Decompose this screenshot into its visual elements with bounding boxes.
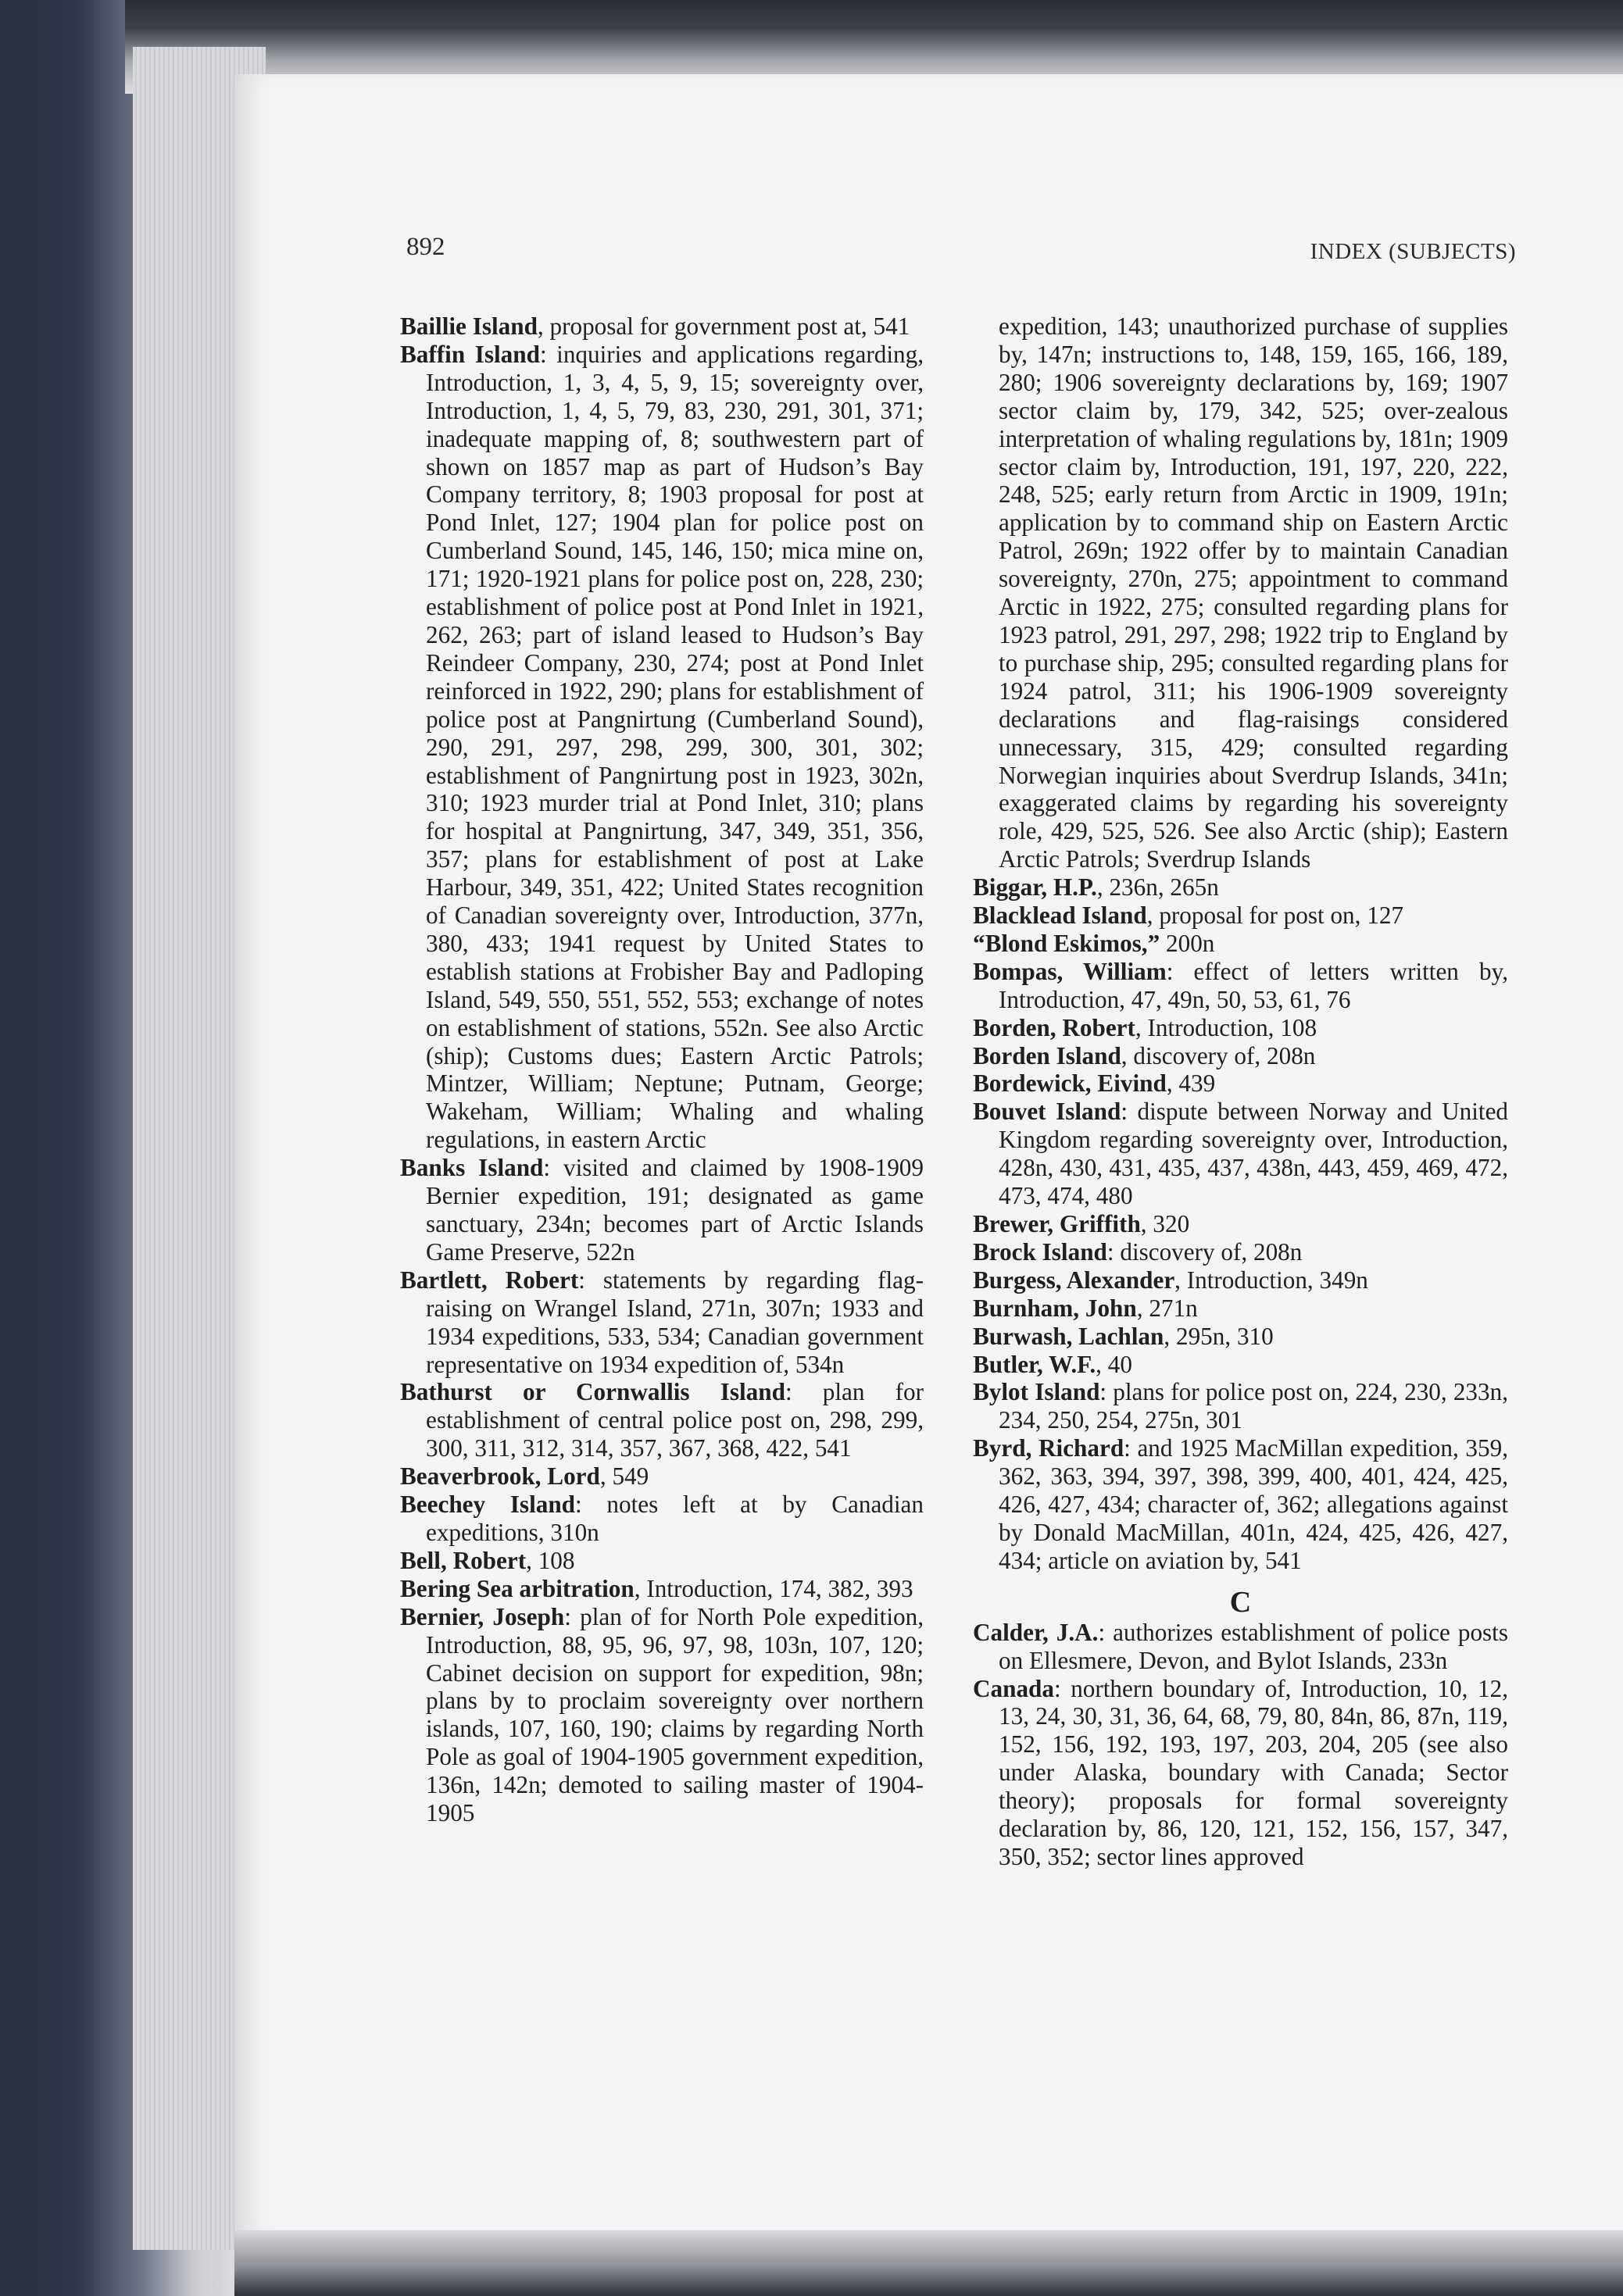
index-entry: Burwash, Lachlan, 295n, 310 bbox=[973, 1322, 1274, 1350]
index-entry: Burgess, Alexander, Introduction, 349n bbox=[973, 1266, 1368, 1294]
index-entry: Beechey Island: notes left at by Canadian expeditions, 310n bbox=[400, 1491, 924, 1546]
index-entry: Bordewick, Eivind, 439 bbox=[973, 1069, 1216, 1098]
index-entry: Blacklead Island, proposal for post on, 127 bbox=[973, 902, 1404, 930]
index-entry: Calder, J.A.: authorizes establishment of police posts on Ellesmere, Devon, and Bylot Islands, 233n bbox=[973, 1618, 1508, 1674]
index-entry: Brewer, Griffith, 320 bbox=[973, 1210, 1190, 1237]
index-entry: Borden Island, discovery of, 208n bbox=[973, 1041, 1316, 1069]
index-entry: Baillie Island, proposal for government post at, 541 bbox=[400, 312, 910, 340]
index-entry: Butler, W.F., 40 bbox=[973, 1350, 1132, 1378]
index-entry: Bering Sea arbitration, Introduction, 174, 382, 393 bbox=[400, 1574, 913, 1602]
index-entry: “Blond Eskimos,” 200n bbox=[973, 929, 1215, 957]
index-entry: Brock Island: discovery of, 208n bbox=[973, 1237, 1303, 1266]
index-column-left bbox=[400, 312, 924, 1827]
index-entry: Byrd, Richard: and 1925 MacMillan expedition, 359, 362, 363, 394, 397, 398, 399, 400, 401, 424, 425, 426, 427, 434; character of, 362; allegations against by Donald MacMillan, 401n, 424, 425, 426, 427, 434; article on aviation by, 541 bbox=[973, 1434, 1508, 1574]
index-entry: Borden, Robert, Introduction, 108 bbox=[973, 1013, 1317, 1041]
index-entry: Bartlett, Robert: statements by regarding flag-raising on Wrangel Island, 271n, 307n; 1933 and 1934 expeditions, 533, 534; Canadian government representative on 1934 expedition of, 534n bbox=[400, 1266, 924, 1378]
index-entry: Bathurst or Cornwallis Island: plan for establishment of central police post on, 298, 299, 300, 311, 312, 314, 357, 367, 368, 422, 541 bbox=[400, 1378, 924, 1462]
index-entry: Baffin Island: inquiries and applications regarding, Introduction, 1, 3, 4, 5, 9, 15; sovereignty over, Introduction, 1, 4, 5, 79, 83, 230, 291, 301, 371; inadequate mapping of, 8; southwestern part of shown on 1857 map as part of Hudson’s Bay Company territory, 8; 1903 proposal for post at Pond Inlet, 127; 1904 plan for police post on Cumberland Sound, 145, 146, 150; mica mine on, 171; 1920-1921 plans for police post on, 228, 230; establishment of police post at Pond Inlet in 1921, 262, 263; part of island leased to Hudson’s Bay Reindeer Company, 230, 274; post at Pond Inlet reinforced in 1922, 290; plans for establishment of police post at Pangnirtung (Cumberland Sound), 290, 291, 297, 298, 299, 300, 301, 302; establishment of Pangnirtung post in 1923, 302n, 310; 1923 murder trial at Pond Inlet, 310; plans for hospital at Pangnirtung, 347, 349, 351, 356, 357; plans for establishment of post at Lake Harbour, 349, 351, 422; United States recognition of Canadian sovereignty over, Introduction, 377n, 380, 433; 1941 request by United States to establish stations at Frobisher Bay and Padloping Island, 549, 550, 551, 552, 553; exchange of notes on establishment of stations, 552n. See also Arctic (ship); Customs dues; Eastern Arctic Patrols; Mintzer, William; Neptune; Putnam, George; Wakeham, William; Whaling and whaling regulations, in eastern Arctic bbox=[400, 340, 924, 1154]
index-entry-continuation: expedition, 143; unauthorized purchase of supplies by, 147n; instructions to, 148, 159, 165, 166, 189, 280; 1906 sovereignty declarations by, 169; 1907 sector claim by, 179, 342, 525; over-zealous interpretation of whaling regulations by, 181n; 1909 sector claim by, Introduction, 191, 197, 220, 222, 248, 525; early return from Arctic in 1909, 191n; application by to command ship on Eastern Arctic Patrol, 269n; 1922 offer by to maintain Canadian sovereignty, 270n, 275; appointment to command Arctic in 1922, 275; consulted regarding plans for 1923 patrol, 291, 297, 298; 1922 trip to England by to purchase ship, 295; consulted regarding plans for 1924 patrol, 311; his 1906-1909 sovereignty declarations and flag-raisings considered unnecessary, 315, 429; consulted regarding Norwegian inquiries about Sverdrup Islands, 341n; exaggerated claims by regarding his sovereignty role, 429, 525, 526. See also Arctic (ship); Eastern Arctic Patrols; Sverdrup Islands bbox=[999, 312, 1508, 873]
index-entry: Banks Island: visited and claimed by 1908-1909 Bernier expedition, 191; designated as game sanctuary, 234n; becomes part of Arctic Islands Game Preserve, 522n bbox=[400, 1154, 924, 1266]
running-head: INDEX (SUBJECTS) bbox=[1310, 239, 1516, 264]
index-entry: Burnham, John, 271n bbox=[973, 1294, 1198, 1322]
index-entry: Beaverbrook, Lord, 549 bbox=[400, 1462, 649, 1491]
section-letter-heading: C bbox=[1229, 1585, 1252, 1619]
index-entry: Bernier, Joseph: plan of for North Pole expedition, Introduction, 88, 95, 96, 97, 98, 103n, 107, 120; Cabinet decision on support for expedition, 98n; plans by to proclaim sovereignty over northern islands, 107, 160, 190; claims by regarding North Pole as goal of 1904-1905 government expedition, 136n, 142n; demoted to sailing master of 1904-1905 bbox=[400, 1602, 924, 1827]
index-entry: Bylot Island: plans for police post on, 224, 230, 233n, 234, 250, 254, 275n, 301 bbox=[973, 1378, 1508, 1434]
book-bottom-edge bbox=[234, 2230, 1623, 2296]
index-entry: Bompas, William: effect of letters written by, Introduction, 47, 49n, 50, 53, 61, 76 bbox=[973, 957, 1509, 1013]
index-entry: Biggar, H.P., 236n, 265n bbox=[973, 873, 1219, 902]
page-number: 892 bbox=[406, 233, 445, 261]
index-entry: Bouvet Island: dispute between Norway and United Kingdom regarding sovereignty over, Introduction, 428n, 430, 431, 435, 437, 438n, 443, 459, 469, 472, 473, 474, 480 bbox=[973, 1098, 1509, 1210]
index-column-right bbox=[973, 312, 1508, 1871]
page-header bbox=[406, 233, 1516, 272]
index-entry: Canada: northern boundary of, Introduction, 10, 12, 13, 24, 30, 31, 36, 64, 68, 79, 80, 84n, 86, 87n, 119, 152, 156, 192, 193, 197, 203, 204, 205 (see also under Alaska, boundary with Canada; Sector theory); proposals for formal sovereignty declaration by, 86, 120, 121, 152, 156, 157, 347, 350, 352; sector lines approved bbox=[973, 1674, 1508, 1870]
index-entry: Bell, Robert, 108 bbox=[400, 1546, 575, 1574]
